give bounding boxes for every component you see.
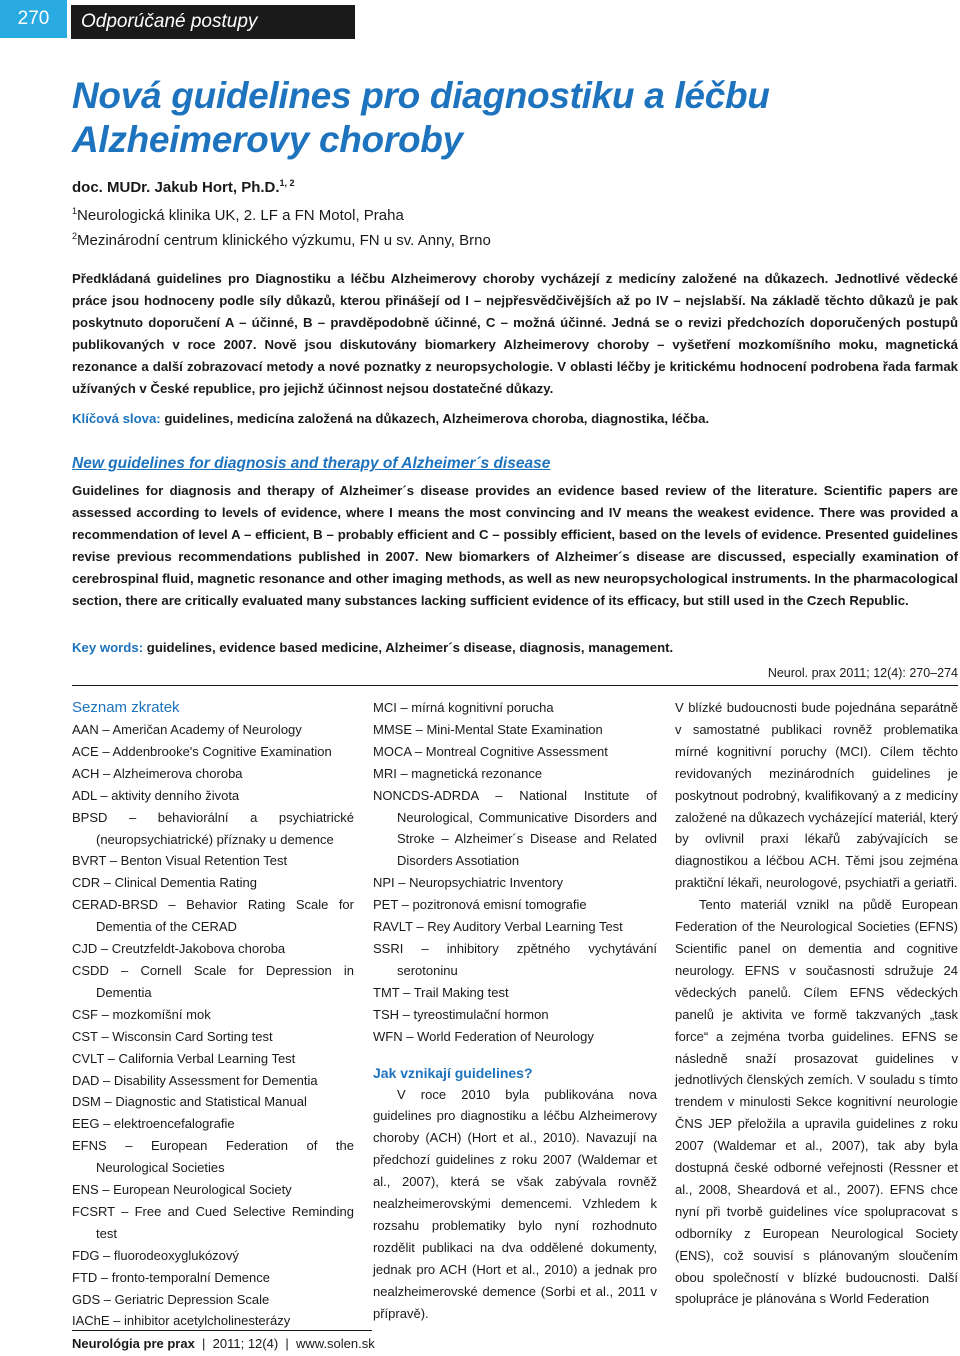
abbrev-item: SSRI – inhibitory zpětného vychytávání serotoninu (373, 940, 657, 978)
abbrev-item: MMSE – Mini-Mental State Examination (373, 721, 603, 737)
abbrev-item: GDS – Geriatric Depression Scale (72, 1291, 270, 1307)
affiliation-num: 2 (72, 231, 78, 241)
author (72, 178, 295, 196)
abbrev-item: CDR – Clinical Dementia Rating (72, 875, 257, 891)
abbrev-item: CSF – mozkomíšní mok (72, 1006, 211, 1022)
footer: Neurológia pre prax | 2011; 12(4) | www.solen.sk (72, 1336, 375, 1351)
author-sup: 1, 2 (279, 178, 295, 188)
section-paragraph: V roce 2010 byla publikována nova guidelines pro diagnostiku a léčbu Alzheimerovy choroby (ACH) (Hort et al., 2010). Navazují na předchozí guidelines z roku 2007 (Waldemar et al., 2007), která se však zabývala rovněž nealzheimerovskými demencemi. Vzhledem k rozsahu problematiky bylo nyní rozhodnuto rozdělit publikaci na dva oddělené dokumenty, jednak pro ACH (Hort et al., 2010) a jednak pro nealzheimerovské demence (Sorbi et al., 2011 v přípravě). (373, 1086, 657, 1321)
abbrev-item: MRI – magnetická rezonance (373, 765, 543, 781)
keywords-en (72, 637, 958, 659)
abbrev-item: NONCDS-ADRDA – National Institute of Neurological, Communicative Disorders and Stroke – Alzheimer´s Disease and Related Disorders Assotiation (373, 787, 657, 869)
abbrev-heading: Seznam zkratek (72, 699, 180, 716)
abbrev-item: FCSRT – Free and Cued Selective Reminding test (72, 1203, 354, 1241)
abbrev-item: CJD – Creutzfeldt-Jakobova choroba (72, 941, 286, 957)
abbrev-item: WFN – World Federation of Neurology (373, 1028, 594, 1044)
abbrev-list-2 (373, 697, 657, 1048)
page-number: 270 (0, 0, 67, 38)
keywords-text: guidelines, evidence based medicine, Alzheimer´s disease, diagnosis, management. (143, 640, 674, 655)
abbrev-item: FDG – fluorodeoxyglukózový (72, 1247, 239, 1263)
body-column-3 (675, 697, 958, 1310)
body-paragraph-2: Tento materiál vznikl na půdě European Federation of the Neurological Societies (EFNS) Scientific panel on dementia and cognitive neurology. EFNS v současnosti sdružuje 24 vědeckých panelů. Cílem EFNS vědeckých panelů je aktivita ve formě takzvaných „task force“ a zejména tvorba guidelines. EFNS se následně snaží prosazovat guidelines v jednotlivých členských zemích. V souladu s tímto trendem v minulosti Sekce kognitivní neurologie ČNS JEP přeložila a upravila guidelines z roku 2007 (Waldemar et al., 2007), tak aby byla dostupná české odborné veřejnosti (Ressner et al., 2008, Sheardová et al., 2007). EFNS chce nyní při tvorbě guidelines více spolupracovat s odborníky z European Neurological Society (ENS), což souvisí s plánovaným sloučením obou společností v blízké budoucnosti. Další spolupráce je plánována s World Federation (675, 897, 958, 1307)
journal-issue: 2011; 12(4) (212, 1336, 279, 1351)
affiliation-2 (72, 231, 491, 249)
affiliation-text: Neurologická klinika UK, 2. LF a FN Motol, Praha (77, 207, 404, 224)
abbrev-item: ACH – Alzheimerova choroba (72, 765, 243, 781)
body-paragraph-1: V blízké budoucnosti bude pojednána separátně v samostatné publikaci rovněž problematika mírné kognitivní poruchy (MCI). Cílem těchto revidovaných mezinárodních guidelines je poskytnout podrobný, kvalifikovaný a z medicíny založené na důkazech vycházející materiál, který by ovlivnil praxi lékařů zabývajících se diagnostikou a léčbou ACH. Těmi jsou zejména praktiční lékaři, neurologové, psychiatři a geriatři. (675, 700, 958, 891)
abbrev-item: IAChE – inhibitor acetylcholinesterázy (72, 1313, 291, 1329)
affiliation-text: Mezinárodní centrum klinického výzkumu, FN u sv. Anny, Brno (77, 232, 491, 249)
abbrev-item: CST – Wisconsin Card Sorting test (72, 1028, 273, 1044)
abbrev-item: DAD – Disability Assessment for Dementia (72, 1072, 318, 1088)
abbrev-item: RAVLT – Rey Auditory Verbal Learning Test (373, 919, 623, 935)
affiliation-num: 1 (72, 206, 78, 216)
abbrev-column-1 (72, 697, 354, 1332)
abbrev-item: EEG – elektroencefalografie (72, 1116, 235, 1132)
abbrev-column-2 (373, 697, 657, 1324)
abbrev-item: TSH – tyreostimulační hormon (373, 1006, 549, 1022)
section-label: Odporúčané postupy (71, 5, 355, 39)
abbrev-item: DSM – Diagnostic and Statistical Manual (72, 1094, 307, 1110)
abbrev-item: TMT – Trail Making test (373, 984, 509, 1000)
journal-name: Neurológia pre prax (72, 1336, 195, 1351)
abbrev-item: NPI – Neuropsychiatric Inventory (373, 875, 564, 891)
english-title: New guidelines for diagnosis and therapy of Alzheimer´s disease (72, 455, 551, 472)
abbrev-item: CVLT – California Verbal Learning Test (72, 1050, 296, 1066)
citation: Neurol. prax 2011; 12(4): 270–274 (767, 666, 958, 680)
abbrev-item: BVRT – Benton Visual Retention Test (72, 853, 288, 869)
abstract-en: Guidelines for diagnosis and therapy of Alzheimer´s disease provides an evidence based review of the literature. Scientific papers are assessed according to levels of evidence, where I means the most convincing and IV means the weakest evidence. There was provided a recommendation of level A – efficient, B – probably efficient and C – possibly efficient, based on the levels of evidence. Presented guidelines revise previous recommendations published in 2007. New biomarkers of Alzheimer´s disease are discussed, especially examination of cerebrospinal fluid, magnetic resonance and other imaging methods, as well as new neuropsychological instruments. In the pharmacological section, there are critically evaluated many substances lacking sufficient evidence of its efficacy, but still used in the Czech Republic. (72, 483, 958, 608)
keywords-text: guidelines, medicína založená na důkazech, Alzheimerova choroba, diagnostika, léčba. (160, 411, 710, 426)
abstract-cz: Předkládaná guidelines pro Diagnostiku a léčbu Alzheimerovy choroby vycházejí z medicíny založené na důkazech. Jednotlivé vědecké práce jsou hodnoceny podle síly důkazů, kterou přinášejí od I – nejpřesvědčivějších až po IV – nejslabší. Na základě těchto důkazů je pak poskytnuto doporučení A – účinné, B – pravděpodobně účinné, C – možná účinné. Jedná se o revizi předchozích doporučených postupů publikovaných v roce 2007. Nově jsou diskutovány biomarkery Alzheimerovy choroby – vyšetření mozkomíšního moku, magnetická rezonance a další zobrazovací metody a nové poznatky z neuropsychologie. V oblasti léčby je kritickému hodnocení podrobena řada farmak užívaných v České republice, pro jejichž účinnost nejsou dostatečné důkazy. (72, 271, 958, 396)
abbrev-item: CSDD – Cornell Scale for Depression in Dementia (72, 962, 354, 1000)
abbrev-item: AAN – Američan Academy of Neurology (72, 722, 302, 737)
citation-rule (72, 685, 958, 686)
abbrev-list-1 (72, 719, 354, 1332)
abbrev-item: MCI – mírná kognitivní porucha (373, 700, 554, 715)
section-heading: Jak vznikají guidelines? (373, 1064, 533, 1081)
abbrev-item: MOCA – Montreal Cognitive Assessment (373, 743, 608, 759)
abbrev-item: EFNS – European Federation of the Neurological Societies (72, 1138, 354, 1176)
keywords-label: Key words: (72, 640, 144, 655)
keywords-label: Klíčová slova: (72, 411, 161, 426)
abbrev-item: BPSD – behaviorální a psychiatrické (neuropsychiatrické) příznaky u demence (72, 809, 354, 847)
footer-rule (72, 1330, 372, 1331)
journal-web: www.solen.sk (296, 1336, 375, 1351)
abbrev-item: FTD – fronto-temporalní Demence (72, 1269, 270, 1285)
abbrev-item: ENS – European Neurological Society (72, 1182, 292, 1198)
abbrev-item: ACE – Addenbrooke's Cognitive Examination (72, 743, 332, 759)
article-title: Nová guidelines pro diagnostiku a léčbu Alzheimerovy choroby (72, 75, 770, 160)
abbrev-item: ADL – aktivity denního života (72, 787, 240, 803)
abbrev-item: CERAD-BRSD – Behavior Rating Scale for Dementia of the CERAD (72, 897, 354, 935)
affiliation-1 (72, 206, 404, 224)
keywords-cz (72, 408, 958, 430)
abbrev-item: PET – pozitronová emisní tomografie (373, 897, 587, 913)
author-name: doc. MUDr. Jakub Hort, Ph.D. (72, 179, 280, 196)
